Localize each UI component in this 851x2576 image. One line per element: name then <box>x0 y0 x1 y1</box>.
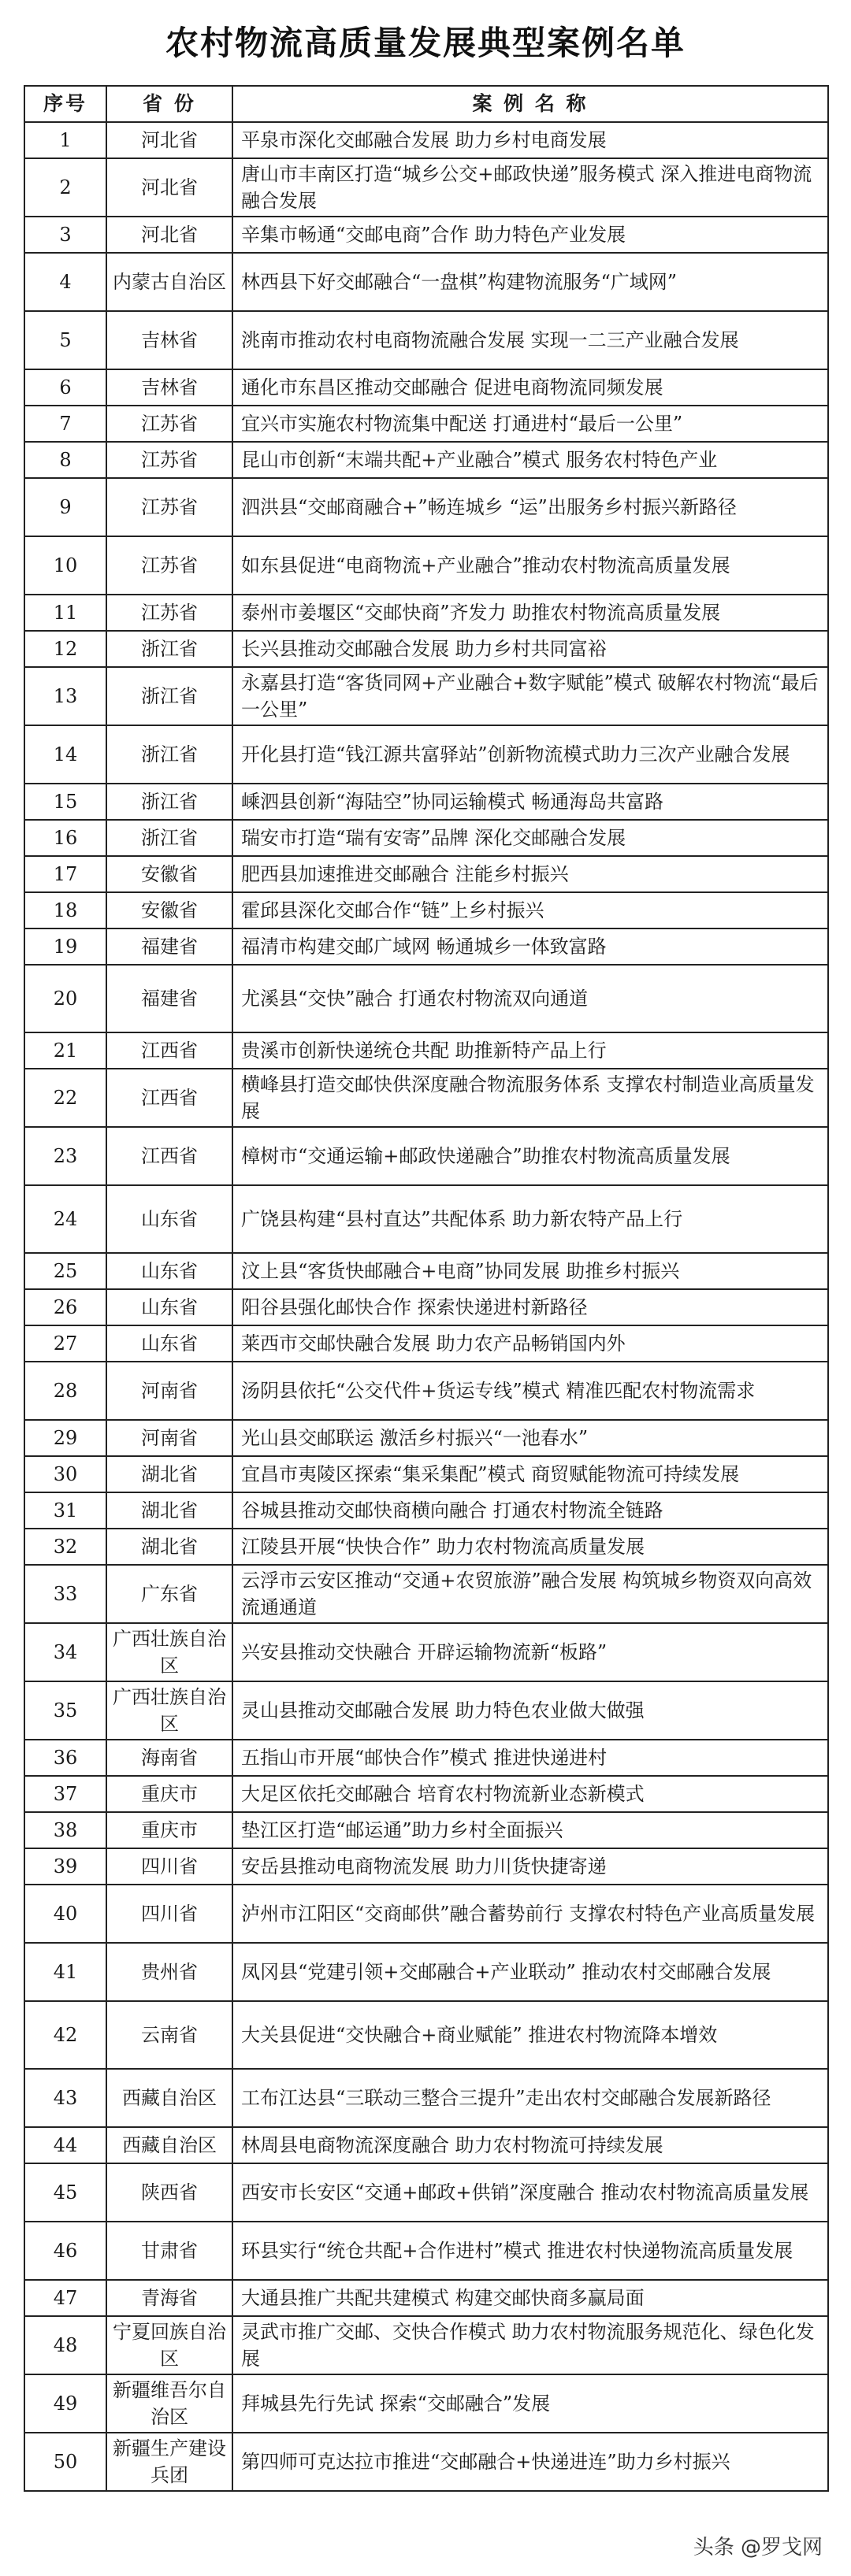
table-row <box>24 122 828 158</box>
table-row <box>24 2069 828 2127</box>
row-province: 河北省 <box>106 217 232 253</box>
row-province: 湖北省 <box>106 1529 232 1565</box>
row-case-name: 昆山市创新“末端共配+产业融合”模式 服务农村特色产业 <box>232 442 828 478</box>
row-number: 22 <box>24 1069 106 1127</box>
row-number: 39 <box>24 1848 106 1885</box>
table-row <box>24 1127 828 1185</box>
row-number: 33 <box>24 1565 106 1623</box>
row-number: 45 <box>24 2163 106 2222</box>
row-number: 11 <box>24 595 106 631</box>
row-province: 山东省 <box>106 1253 232 1289</box>
table-row <box>24 1362 828 1420</box>
row-province: 江西省 <box>106 1069 232 1127</box>
row-number: 48 <box>24 2316 106 2374</box>
row-number: 46 <box>24 2222 106 2280</box>
row-case-name: 光山县交邮联运 激活乡村振兴“一池春水” <box>232 1420 828 1456</box>
row-number: 44 <box>24 2127 106 2163</box>
table-row <box>24 1681 828 1740</box>
row-province: 山东省 <box>106 1325 232 1362</box>
row-province: 广西壮族自治区 <box>106 1681 232 1740</box>
row-province: 山东省 <box>106 1185 232 1253</box>
table-row <box>24 856 828 892</box>
row-case-name: 环县实行“统仓共配+合作进村”模式 推进农村快递物流高质量发展 <box>232 2222 828 2280</box>
row-province: 湖北省 <box>106 1492 232 1529</box>
row-number: 18 <box>24 892 106 928</box>
row-number: 6 <box>24 369 106 406</box>
row-number: 10 <box>24 536 106 595</box>
row-province: 湖北省 <box>106 1456 232 1492</box>
row-case-name: 宜昌市夷陵区探索“集采集配”模式 商贸赋能物流可持续发展 <box>232 1456 828 1492</box>
row-case-name: 嵊泗县创新“海陆空”协同运输模式 畅通海岛共富路 <box>232 784 828 820</box>
table-row <box>24 2163 828 2222</box>
row-number: 23 <box>24 1127 106 1185</box>
table-row <box>24 442 828 478</box>
table-row <box>24 311 828 369</box>
table-row <box>24 928 828 965</box>
row-province: 内蒙古自治区 <box>106 253 232 311</box>
row-province: 四川省 <box>106 1885 232 1943</box>
row-province: 江苏省 <box>106 536 232 595</box>
row-case-name: 谷城县推动交邮快商横向融合 打通农村物流全链路 <box>232 1492 828 1529</box>
row-case-name: 大足区依托交邮融合 培育农村物流新业态新模式 <box>232 1776 828 1812</box>
column-header-number: 序号 <box>24 86 106 122</box>
table-row <box>24 1565 828 1623</box>
row-number: 9 <box>24 478 106 536</box>
row-case-name: 泸州市江阳区“交商邮供”融合蓄势前行 支撑农村特色产业高质量发展 <box>232 1885 828 1943</box>
row-province: 重庆市 <box>106 1776 232 1812</box>
row-province: 西藏自治区 <box>106 2069 232 2127</box>
row-number: 12 <box>24 631 106 667</box>
case-table <box>24 85 829 2492</box>
row-province: 安徽省 <box>106 892 232 928</box>
row-case-name: 莱西市交邮快融合发展 助力农产品畅销国内外 <box>232 1325 828 1362</box>
table-row <box>24 253 828 311</box>
row-number: 2 <box>24 158 106 217</box>
row-province: 新疆生产建设兵团 <box>106 2433 232 2491</box>
row-number: 19 <box>24 928 106 965</box>
table-row <box>24 2222 828 2280</box>
row-case-name: 汶上县“客货快邮融合+电商”协同发展 助推乡村振兴 <box>232 1253 828 1289</box>
table-row <box>24 217 828 253</box>
table-row <box>24 892 828 928</box>
row-province: 甘肃省 <box>106 2222 232 2280</box>
row-province: 吉林省 <box>106 369 232 406</box>
row-number: 27 <box>24 1325 106 1362</box>
row-province: 山东省 <box>106 1289 232 1325</box>
row-province: 青海省 <box>106 2280 232 2316</box>
row-province: 广东省 <box>106 1565 232 1623</box>
row-province: 浙江省 <box>106 725 232 784</box>
row-number: 15 <box>24 784 106 820</box>
row-case-name: 广饶县构建“县村直达”共配体系 助力新农特产品上行 <box>232 1185 828 1253</box>
table-row <box>24 667 828 725</box>
row-case-name: 垫江区打造“邮运通”助力乡村全面振兴 <box>232 1812 828 1848</box>
row-number: 28 <box>24 1362 106 1420</box>
table-row <box>24 725 828 784</box>
row-case-name: 安岳县推动电商物流发展 助力川货快捷寄递 <box>232 1848 828 1885</box>
watermark: 头条 @罗戈网 <box>687 2530 829 2562</box>
row-province: 江苏省 <box>106 442 232 478</box>
row-case-name: 霍邱县深化交邮合作“链”上乡村振兴 <box>232 892 828 928</box>
row-province: 浙江省 <box>106 820 232 856</box>
row-case-name: 瑞安市打造“瑞有安寄”品牌 深化交邮融合发展 <box>232 820 828 856</box>
row-number: 32 <box>24 1529 106 1565</box>
row-number: 4 <box>24 253 106 311</box>
row-number: 35 <box>24 1681 106 1740</box>
row-province: 福建省 <box>106 928 232 965</box>
table-row <box>24 1885 828 1943</box>
row-province: 河北省 <box>106 122 232 158</box>
row-case-name: 洮南市推动农村电商物流融合发展 实现一二三产业融合发展 <box>232 311 828 369</box>
row-case-name: 西安市长安区“交通+邮政+供销”深度融合 推动农村物流高质量发展 <box>232 2163 828 2222</box>
row-number: 14 <box>24 725 106 784</box>
row-province: 四川省 <box>106 1848 232 1885</box>
table-row <box>24 1032 828 1069</box>
row-number: 13 <box>24 667 106 725</box>
row-case-name: 开化县打造“钱江源共富驿站”创新物流模式助力三次产业融合发展 <box>232 725 828 784</box>
row-number: 43 <box>24 2069 106 2127</box>
row-province: 浙江省 <box>106 631 232 667</box>
row-case-name: 福清市构建交邮广域网 畅通城乡一体致富路 <box>232 928 828 965</box>
table-row <box>24 478 828 536</box>
table-row <box>24 1740 828 1776</box>
table-row <box>24 2433 828 2491</box>
table-row <box>24 2127 828 2163</box>
row-province: 浙江省 <box>106 784 232 820</box>
table-row <box>24 2280 828 2316</box>
row-province: 安徽省 <box>106 856 232 892</box>
table-row <box>24 369 828 406</box>
table-row <box>24 1492 828 1529</box>
row-case-name: 凤冈县“党建引领+交邮融合+产业联动” 推动农村交邮融合发展 <box>232 1943 828 2001</box>
row-case-name: 五指山市开展“邮快合作”模式 推进快递进村 <box>232 1740 828 1776</box>
row-case-name: 平泉市深化交邮融合发展 助力乡村电商发展 <box>232 122 828 158</box>
row-province: 宁夏回族自治区 <box>106 2316 232 2374</box>
row-number: 37 <box>24 1776 106 1812</box>
table-row <box>24 1325 828 1362</box>
row-province: 西藏自治区 <box>106 2127 232 2163</box>
row-number: 8 <box>24 442 106 478</box>
table-row <box>24 595 828 631</box>
table-row <box>24 406 828 442</box>
table-row <box>24 2316 828 2374</box>
row-case-name: 横峰县打造交邮快供深度融合物流服务体系 支撑农村制造业高质量发展 <box>232 1069 828 1127</box>
row-case-name: 工布江达县“三联动三整合三提升”走出农村交邮融合发展新路径 <box>232 2069 828 2127</box>
row-number: 17 <box>24 856 106 892</box>
row-case-name: 辛集市畅通“交邮电商”合作 助力特色产业发展 <box>232 217 828 253</box>
row-case-name: 通化市东昌区推动交邮融合 促进电商物流同频发展 <box>232 369 828 406</box>
row-case-name: 江陵县开展“快快合作” 助力农村物流高质量发展 <box>232 1529 828 1565</box>
row-case-name: 汤阴县依托“公交代件+货运专线”模式 精准匹配农村物流需求 <box>232 1362 828 1420</box>
row-number: 24 <box>24 1185 106 1253</box>
row-province: 云南省 <box>106 2001 232 2069</box>
table-row <box>24 1776 828 1812</box>
row-province: 陕西省 <box>106 2163 232 2222</box>
row-number: 5 <box>24 311 106 369</box>
row-case-name: 如东县促进“电商物流+产业融合”推动农村物流高质量发展 <box>232 536 828 595</box>
row-number: 38 <box>24 1812 106 1848</box>
row-province: 贵州省 <box>106 1943 232 2001</box>
row-province: 河南省 <box>106 1420 232 1456</box>
table-row <box>24 1848 828 1885</box>
row-case-name: 林西县下好交邮融合“一盘棋”构建物流服务“广域网” <box>232 253 828 311</box>
row-province: 江西省 <box>106 1032 232 1069</box>
row-case-name: 大关县促进“交快融合+商业赋能” 推进农村物流降本增效 <box>232 2001 828 2069</box>
row-case-name: 樟树市“交通运输+邮政快递融合”助推农村物流高质量发展 <box>232 1127 828 1185</box>
row-number: 47 <box>24 2280 106 2316</box>
row-number: 30 <box>24 1456 106 1492</box>
table-row <box>24 2374 828 2433</box>
row-number: 7 <box>24 406 106 442</box>
table-row <box>24 1456 828 1492</box>
row-case-name: 泗洪县“交邮商融合+”畅连城乡 “运”出服务乡村振兴新路径 <box>232 478 828 536</box>
row-province: 新疆维吾尔自治区 <box>106 2374 232 2433</box>
row-province: 江西省 <box>106 1127 232 1185</box>
row-case-name: 阳谷县强化邮快合作 探索快递进村新路径 <box>232 1289 828 1325</box>
row-number: 16 <box>24 820 106 856</box>
row-province: 江苏省 <box>106 406 232 442</box>
row-number: 25 <box>24 1253 106 1289</box>
table-body <box>24 122 828 2491</box>
table-row <box>24 1623 828 1681</box>
row-province: 广西壮族自治区 <box>106 1623 232 1681</box>
row-case-name: 兴安县推动交快融合 开辟运输物流新“板路” <box>232 1623 828 1681</box>
row-case-name: 灵山县推动交邮融合发展 助力特色农业做大做强 <box>232 1681 828 1740</box>
row-number: 49 <box>24 2374 106 2433</box>
row-number: 31 <box>24 1492 106 1529</box>
row-province: 海南省 <box>106 1740 232 1776</box>
table-row <box>24 1253 828 1289</box>
row-case-name: 拜城县先行先试 探索“交邮融合”发展 <box>232 2374 828 2433</box>
row-province: 河北省 <box>106 158 232 217</box>
row-province: 江苏省 <box>106 595 232 631</box>
table-row <box>24 1420 828 1456</box>
table-row <box>24 536 828 595</box>
row-case-name: 宜兴市实施农村物流集中配送 打通进村“最后一公里” <box>232 406 828 442</box>
table-row <box>24 1289 828 1325</box>
row-case-name: 尤溪县“交快”融合 打通农村物流双向通道 <box>232 965 828 1032</box>
row-number: 50 <box>24 2433 106 2491</box>
row-number: 42 <box>24 2001 106 2069</box>
row-number: 36 <box>24 1740 106 1776</box>
table-row <box>24 784 828 820</box>
row-case-name: 唐山市丰南区打造“城乡公交+邮政快递”服务模式 深入推进电商物流融合发展 <box>232 158 828 217</box>
row-case-name: 第四师可克达拉市推进“交邮融合+快递进连”助力乡村振兴 <box>232 2433 828 2491</box>
row-province: 河南省 <box>106 1362 232 1420</box>
row-number: 3 <box>24 217 106 253</box>
table-row <box>24 158 828 217</box>
row-number: 1 <box>24 122 106 158</box>
table-row <box>24 1185 828 1253</box>
table-row <box>24 965 828 1032</box>
row-province: 吉林省 <box>106 311 232 369</box>
row-case-name: 大通县推广共配共建模式 构建交邮快商多赢局面 <box>232 2280 828 2316</box>
row-number: 41 <box>24 1943 106 2001</box>
row-province: 福建省 <box>106 965 232 1032</box>
table-row <box>24 631 828 667</box>
row-number: 21 <box>24 1032 106 1069</box>
table-row <box>24 1943 828 2001</box>
row-number: 34 <box>24 1623 106 1681</box>
table-header-row <box>24 86 828 122</box>
row-case-name: 肥西县加速推进交邮融合 注能乡村振兴 <box>232 856 828 892</box>
row-case-name: 云浮市云安区推动“交通+农贸旅游”融合发展 构筑城乡物资双向高效流通通道 <box>232 1565 828 1623</box>
row-case-name: 灵武市推广交邮、交快合作模式 助力农村物流服务规范化、绿色化发展 <box>232 2316 828 2374</box>
page-title: 农村物流高质量发展典型案例名单 <box>165 24 686 62</box>
row-case-name: 永嘉县打造“客货同网+产业融合+数字赋能”模式 破解农村物流“最后一公里” <box>232 667 828 725</box>
row-province: 江苏省 <box>106 478 232 536</box>
table-row <box>24 1529 828 1565</box>
row-number: 20 <box>24 965 106 1032</box>
column-header-province: 省 份 <box>106 86 232 122</box>
column-header-case: 案 例 名 称 <box>232 86 828 122</box>
table-row <box>24 1069 828 1127</box>
row-case-name: 贵溪市创新快递统仓共配 助推新特产品上行 <box>232 1032 828 1069</box>
table-row <box>24 820 828 856</box>
row-province: 重庆市 <box>106 1812 232 1848</box>
table-row <box>24 1812 828 1848</box>
row-case-name: 泰州市姜堰区“交邮快商”齐发力 助推农村物流高质量发展 <box>232 595 828 631</box>
table-row <box>24 2001 828 2069</box>
row-number: 29 <box>24 1420 106 1456</box>
row-number: 40 <box>24 1885 106 1943</box>
row-province: 浙江省 <box>106 667 232 725</box>
row-case-name: 长兴县推动交邮融合发展 助力乡村共同富裕 <box>232 631 828 667</box>
row-case-name: 林周县电商物流深度融合 助力农村物流可持续发展 <box>232 2127 828 2163</box>
row-number: 26 <box>24 1289 106 1325</box>
